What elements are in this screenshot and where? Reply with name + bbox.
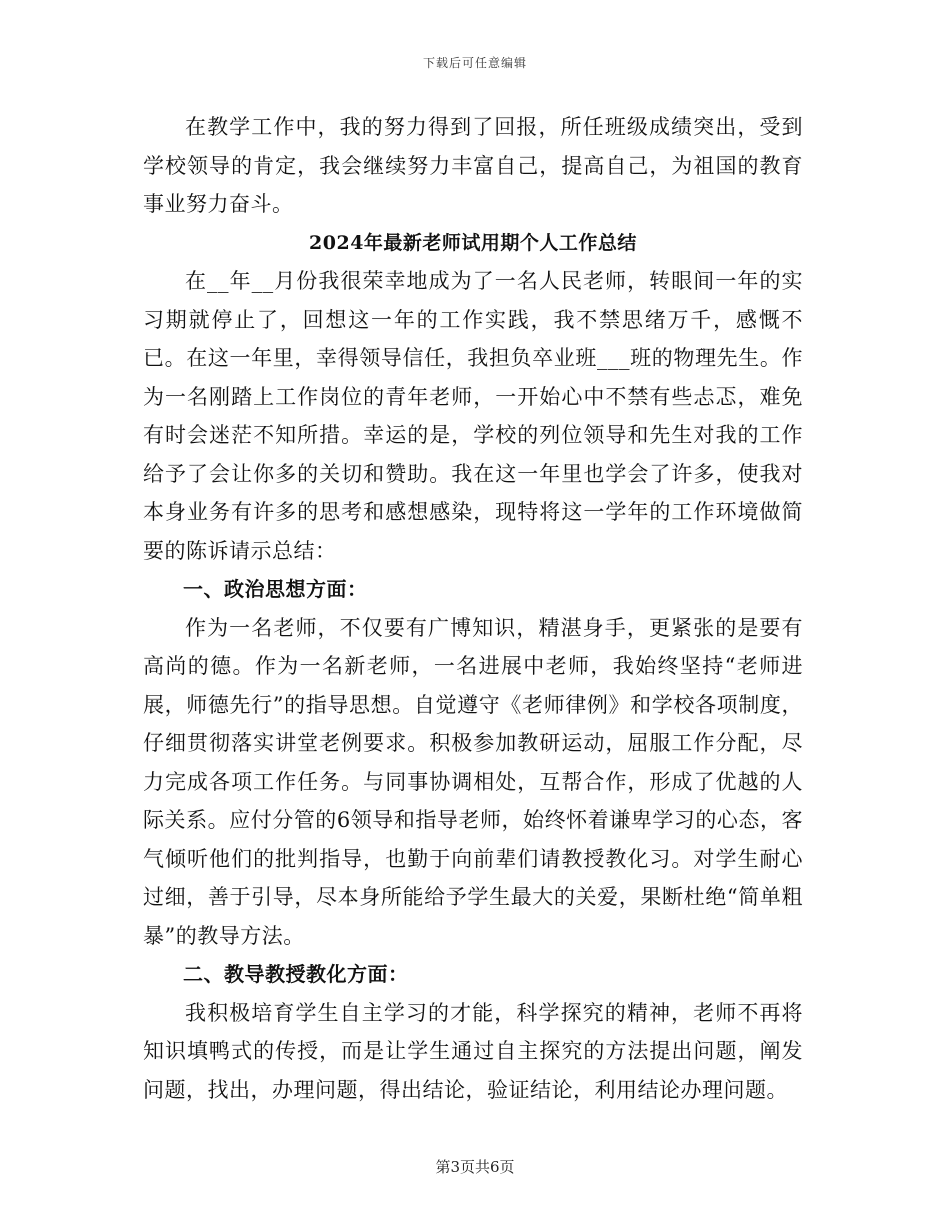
paragraph-political-thought: 作为一名老师，不仅要有广博知识，精湛身手，更紧张的是要有高尚的德。作为一名新老师，一名进展中老师，我始终坚持“老师进展，师德先行”的指导思想。自觉遵守《老师律例》和学校各项制度，仔细贯彻落实讲堂老例要求。积极参加教研运动，屈服工作分配，尽力完成各项工作任务。与同事协调相处，互帮合作，形成了优越的人际关系。应付分管的6领导和指导老师，始终怀着谦卑学习的心态，客气倾听他们的批判指导，也勤于向前辈们请教授教化习。对学生耐心过细，善于引导，尽本身所能给予学生最大的关爱，果断杜绝“简单粗暴”的教导方法。 — [143, 615, 803, 948]
paragraph-intro-experience: 在__年__月份我很荣幸地成为了一名人民老师，转眼间一年的实习期就停止了，回想这一年的工作实践，我不禁思绪万千，感慨不已。在这一年里，幸得领导信任，我担负卒业班___班的物理先生。作为一名刚踏上工作岗位的青年老师，一开始心中不禁有些忐忑，难免有时会迷茫不知所措。幸运的是，学校的列位领导和先生对我的工作给予了会让你多的关切和赞助。我在这一年里也学会了许多，使我对本身业务有许多的思考和感想感染，现特将这一学年的工作环境做简要的陈诉请示总结： — [143, 269, 803, 563]
heading-political-thought: 一、政治思想方面： — [183, 577, 368, 601]
section-title: 2024年最新老师试用期个人工作总结 — [309, 231, 637, 254]
intro-paragraph: 在教学工作中，我的努力得到了回报，所任班级成绩突出，受到学校领导的肯定，我会继续努力丰富自己，提高自己，为祖国的教育事业努力奋斗。 — [143, 115, 803, 216]
page-header: 下载后可任意编辑 — [422, 56, 527, 70]
document-body — [143, 108, 803, 1109]
paragraph-teaching: 我积极培育学生自主学习的才能，科学探究的精神，老师不再将知识填鸭式的传授，而是让学生通过自主探究的方法提出问题，阐发问题，找出，办理问题，得出结论，验证结论，利用结论办理问题。 — [143, 1000, 803, 1102]
page-footer: 第3页共6页 — [435, 1158, 515, 1176]
heading-teaching: 二、教导教授教化方面： — [183, 962, 409, 986]
